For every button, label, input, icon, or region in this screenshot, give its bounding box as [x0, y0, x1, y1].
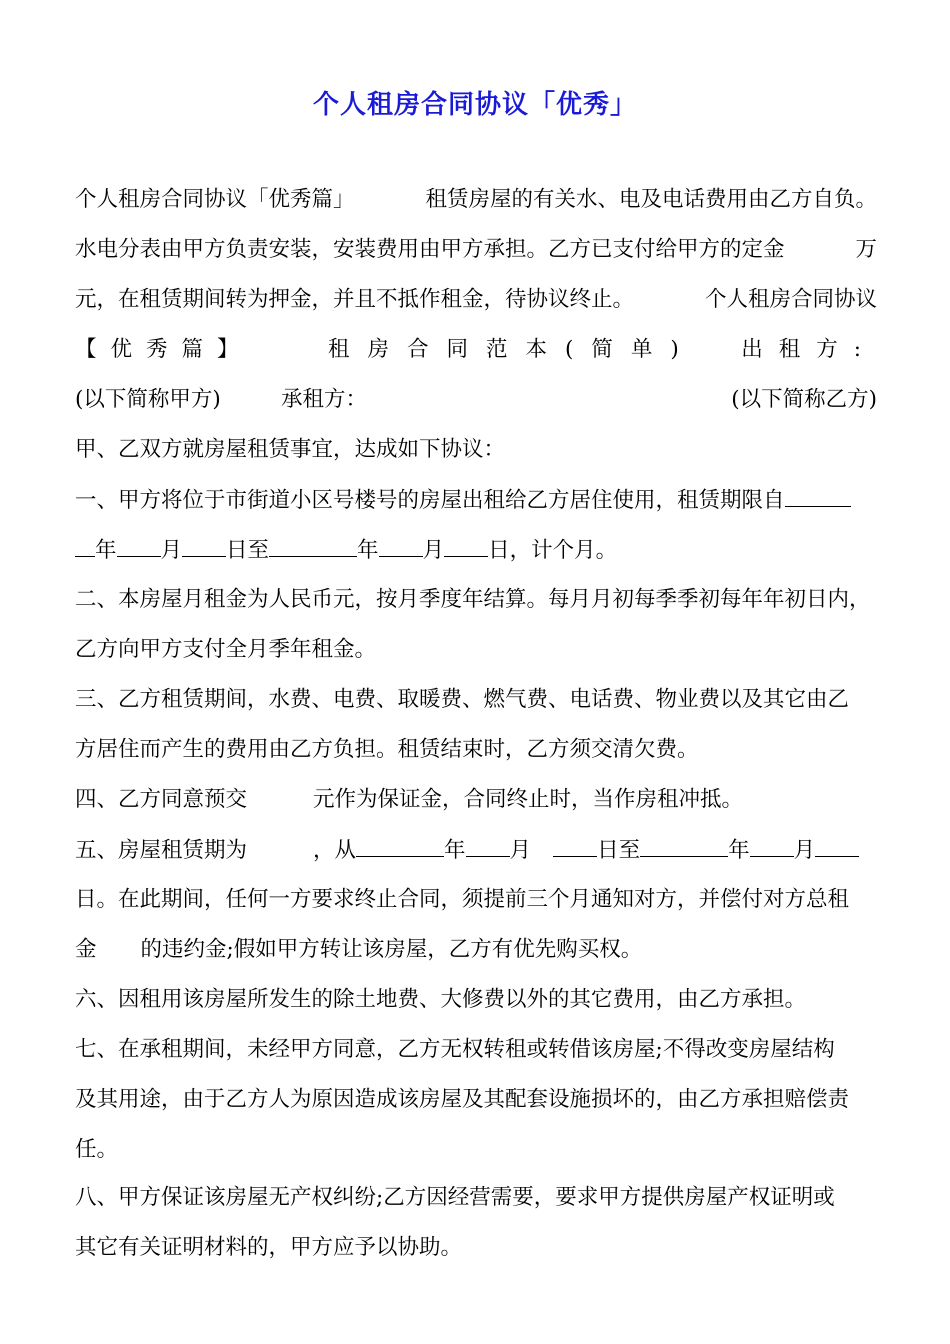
clause-3-text-cont: 方居住而产生的费用由乙方负担。租赁结束时，乙方须交清欠费。: [75, 737, 699, 762]
term-end-month-blank[interactable]: [750, 834, 794, 857]
intro-heading-text: 个人租房合同协议「优秀篇」: [75, 187, 355, 212]
clause-4-text-cont: 元作为保证金，合同终止时，当作房租冲抵。: [313, 787, 744, 812]
year-label: 年: [444, 838, 466, 863]
lease-end-year-blank[interactable]: [269, 534, 357, 557]
intro-line-6: [75, 434, 877, 466]
day-to-label: 日至: [597, 838, 641, 863]
clause-2-text-cont: 乙方向甲方支付全月季年租金。: [75, 637, 377, 662]
clause-5-line-3: [75, 934, 877, 966]
clause-3-line-1: [75, 684, 877, 716]
month-label: 月: [793, 838, 816, 863]
intro-line-4: [75, 334, 877, 366]
lease-start-blank[interactable]: [785, 484, 851, 507]
deposit-unit-text: 万: [855, 237, 877, 262]
lease-end-month-blank[interactable]: [379, 534, 423, 557]
clause-8-line-2: [75, 1232, 877, 1264]
excellent-edition-label: 【优秀篇】: [75, 337, 253, 362]
clause-7-line-3: [75, 1134, 877, 1166]
clause-3-text: 三、乙方租赁期间，水费、电费、取暖费、燃气费、电话费、物业费以及其它由乙: [75, 687, 850, 712]
clause-5-line-1: [75, 834, 877, 866]
clause-7-text-cont: 及其用途，由于乙方人为原因造成该房屋及其配套设施损坏的，由乙方承担赔偿责: [75, 1087, 850, 1112]
clause-8-text: 八、甲方保证该房屋无产权纠纷;乙方因经营需要，要求甲方提供房屋产权证明或: [75, 1185, 835, 1210]
year-label: 年: [95, 538, 117, 563]
clause-4-text: 四、乙方同意预交: [75, 787, 248, 812]
lease-start-year-blank[interactable]: [75, 534, 95, 557]
clause-4-line: [75, 784, 877, 816]
from-label: ，从: [313, 838, 357, 863]
term-start-day-blank[interactable]: [553, 834, 597, 857]
term-end-year-blank[interactable]: [640, 834, 728, 857]
clause-7-text: 七、在承租期间，未经甲方同意，乙方无权转租或转借该房屋;不得改变房屋结构: [75, 1037, 835, 1062]
clause-1-line-2: [75, 534, 877, 566]
lessee-label: 承租方：: [281, 387, 368, 412]
party-a-abbrev: (以下简称甲方): [75, 387, 221, 412]
sample-title-text: 租房合同范本(简单): [328, 337, 697, 362]
utilities-text: 租赁房屋的有关水、电及电话费用由乙方自负。: [425, 187, 877, 212]
clause-5-text-cont: 日。在此期间，任何一方要求终止合同，须提前三个月通知对方，并偿付对方总租: [75, 887, 850, 912]
amount-label: 金: [75, 937, 97, 962]
year-label: 年: [728, 838, 750, 863]
lease-start-day-blank[interactable]: [182, 534, 226, 557]
party-b-abbrev: (以下简称乙方): [731, 387, 877, 412]
lessor-label: 出租方:: [741, 337, 877, 362]
clause-2-line-1: [75, 584, 890, 616]
month-label: 月: [422, 538, 445, 563]
intro-line-1: [75, 184, 877, 216]
clause-7-line-2: [75, 1084, 877, 1116]
clause-1-text: 一、甲方将位于市街道小区号楼号的房屋出租给乙方居住使用，租赁期限自: [75, 488, 785, 513]
term-end-day-blank[interactable]: [815, 834, 859, 857]
intro-line-3: [75, 284, 877, 316]
clause-2-text: 二、本房屋月租金为人民币元，按月季度年结算。每月月初每季季初每年年初日内，: [75, 587, 871, 612]
day-to-label: 日至: [226, 538, 270, 563]
term-start-year-blank[interactable]: [356, 834, 444, 857]
clause-2-line-2: [75, 634, 877, 666]
clause-7-text-end: 任。: [75, 1137, 119, 1162]
intro-line-2: [75, 234, 877, 266]
agreement-intro-text: 甲、乙双方就房屋租赁事宜，达成如下协议：: [75, 437, 506, 462]
clause-5-line-2: [75, 884, 877, 916]
clause-5-penalty-text: 的违约金;假如甲方转让该房屋，乙方有优先购买权。: [140, 937, 643, 962]
intro-line-5: [75, 384, 877, 416]
clause-5-text: 五、房屋租赁期为: [75, 838, 248, 863]
lease-end-day-blank[interactable]: [444, 534, 488, 557]
month-label: 月: [160, 538, 183, 563]
agreement-name-text: 个人租房合同协议: [704, 287, 877, 312]
clause-3-line-2: [75, 734, 877, 766]
clause-7-line-1: [75, 1034, 877, 1066]
clause-1-line-1: [75, 484, 877, 516]
term-start-month-blank[interactable]: [466, 834, 510, 857]
lease-start-month-blank[interactable]: [117, 534, 161, 557]
deposit-terms-text: 元，在租赁期间转为押金，并且不抵作租金，待协议终止。: [75, 287, 635, 312]
clause-8-line-1: [75, 1182, 877, 1214]
year-label: 年: [357, 538, 379, 563]
clause-6-line: [75, 984, 877, 1016]
document-title: 个人租房合同协议「优秀」: [312, 90, 637, 120]
month-label: 月: [509, 838, 532, 863]
lease-end-text: 日，计个月。: [488, 538, 618, 563]
clause-6-text: 六、因租用该房屋所发生的除土地费、大修费以外的其它费用，由乙方承担。: [75, 987, 807, 1012]
meter-install-text: 水电分表由甲方负责安装，安装费用由甲方承担。乙方已支付给甲方的定金: [75, 237, 785, 262]
clause-8-text-cont: 其它有关证明材料的，甲方应予以协助。: [75, 1235, 463, 1260]
